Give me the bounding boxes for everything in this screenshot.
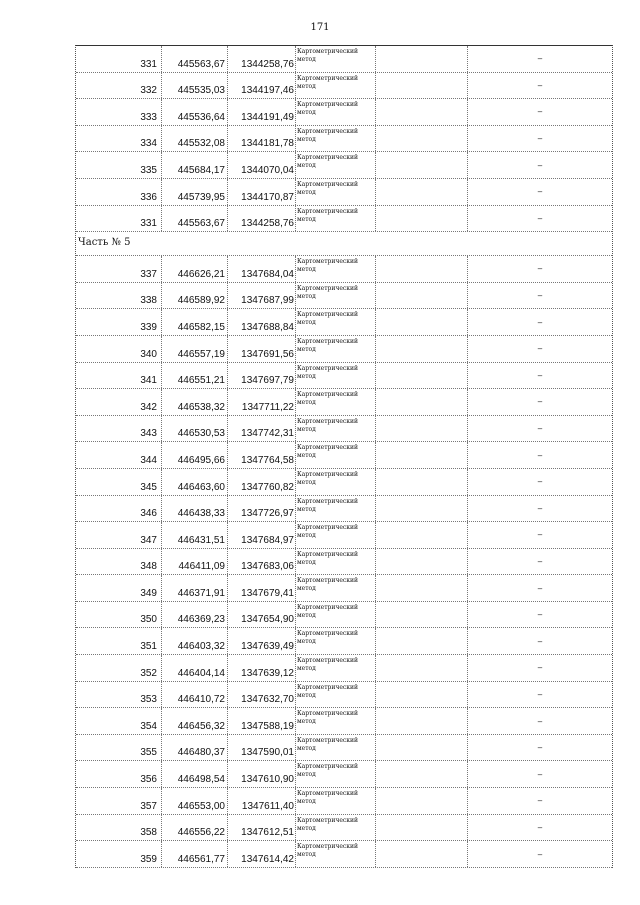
method: Картометрический метод bbox=[296, 46, 376, 72]
page-number: 171 bbox=[310, 22, 330, 33]
method: Картометрический метод bbox=[296, 655, 376, 681]
coordinate-y: 1347726,97 bbox=[228, 496, 296, 522]
empty-cell bbox=[376, 628, 468, 654]
table-row bbox=[76, 708, 612, 735]
method: Картометрический метод bbox=[296, 73, 376, 99]
empty-cell bbox=[376, 496, 468, 522]
table-row bbox=[76, 99, 612, 126]
coordinate-y: 1347639,12 bbox=[228, 655, 296, 681]
empty-cell bbox=[376, 815, 468, 841]
table-row bbox=[76, 256, 612, 283]
table-row bbox=[76, 309, 612, 336]
coordinate-y: 1347588,19 bbox=[228, 708, 296, 734]
coordinate-x: 446463,60 bbox=[162, 469, 228, 495]
dash-cell: – bbox=[537, 107, 543, 117]
point-number: 340 bbox=[76, 336, 162, 362]
table-row bbox=[76, 815, 612, 842]
method: Картометрический метод bbox=[296, 788, 376, 814]
empty-cell bbox=[376, 179, 468, 205]
method: Картометрический метод bbox=[296, 99, 376, 125]
method: Картометрический метод bbox=[296, 761, 376, 787]
table-row bbox=[76, 655, 612, 682]
coordinate-y: 1347612,51 bbox=[228, 815, 296, 841]
coordinate-y: 1344070,04 bbox=[228, 152, 296, 178]
method: Картометрический метод bbox=[296, 496, 376, 522]
dash-cell: – bbox=[537, 264, 543, 274]
coordinate-x: 446431,51 bbox=[162, 522, 228, 548]
coordinate-x: 446498,54 bbox=[162, 761, 228, 787]
table-row bbox=[76, 206, 612, 233]
coordinate-x: 446371,91 bbox=[162, 575, 228, 601]
method: Картометрический метод bbox=[296, 309, 376, 335]
coordinate-x: 445536,64 bbox=[162, 99, 228, 125]
coordinate-x: 446495,66 bbox=[162, 442, 228, 468]
coordinate-x: 446438,33 bbox=[162, 496, 228, 522]
dash-cell: – bbox=[537, 610, 543, 620]
dash-cell: – bbox=[537, 477, 543, 487]
coordinate-y: 1347684,04 bbox=[228, 256, 296, 282]
coordinate-y: 1347760,82 bbox=[228, 469, 296, 495]
dash-cell: – bbox=[537, 80, 543, 90]
table-row bbox=[76, 46, 612, 73]
coordinate-y: 1347684,97 bbox=[228, 522, 296, 548]
coordinate-y: 1347683,06 bbox=[228, 549, 296, 575]
empty-cell bbox=[376, 389, 468, 415]
point-number: 354 bbox=[76, 708, 162, 734]
empty-cell bbox=[376, 363, 468, 389]
dash-cell: – bbox=[537, 450, 543, 460]
empty-cell bbox=[376, 152, 468, 178]
coordinate-x: 446556,22 bbox=[162, 815, 228, 841]
coordinate-y: 1347688,84 bbox=[228, 309, 296, 335]
dash-cell: – bbox=[537, 344, 543, 354]
coordinate-x: 445563,67 bbox=[162, 46, 228, 72]
coordinate-y: 1347632,70 bbox=[228, 682, 296, 708]
coordinate-x: 446404,14 bbox=[162, 655, 228, 681]
point-number: 341 bbox=[76, 363, 162, 389]
method: Картометрический метод bbox=[296, 206, 376, 232]
method: Картометрический метод bbox=[296, 602, 376, 628]
coordinate-y: 1347764,58 bbox=[228, 442, 296, 468]
empty-cell bbox=[376, 575, 468, 601]
coordinate-y: 1347614,42 bbox=[228, 841, 296, 867]
table-row bbox=[76, 788, 612, 815]
point-number: 334 bbox=[76, 126, 162, 152]
empty-cell bbox=[376, 416, 468, 442]
empty-cell bbox=[376, 602, 468, 628]
coordinate-x: 445739,95 bbox=[162, 179, 228, 205]
coordinate-y: 1347610,90 bbox=[228, 761, 296, 787]
method: Картометрический метод bbox=[296, 682, 376, 708]
table-row bbox=[76, 522, 612, 549]
table-row bbox=[76, 442, 612, 469]
table-row bbox=[76, 73, 612, 100]
coordinate-x: 446561,77 bbox=[162, 841, 228, 867]
point-number: 345 bbox=[76, 469, 162, 495]
table-row bbox=[76, 575, 612, 602]
table-row bbox=[76, 735, 612, 762]
part-label: Часть № 5 bbox=[78, 237, 131, 249]
dash-cell: – bbox=[537, 822, 543, 832]
empty-cell bbox=[376, 309, 468, 335]
point-number: 338 bbox=[76, 283, 162, 309]
empty-cell bbox=[376, 655, 468, 681]
empty-cell bbox=[376, 126, 468, 152]
coordinate-y: 1347711,22 bbox=[228, 389, 296, 415]
empty-cell bbox=[376, 522, 468, 548]
dash-cell: – bbox=[537, 397, 543, 407]
coordinate-x: 446553,00 bbox=[162, 788, 228, 814]
dash-cell: – bbox=[537, 291, 543, 301]
point-number: 357 bbox=[76, 788, 162, 814]
point-number: 352 bbox=[76, 655, 162, 681]
coordinates-table bbox=[75, 45, 613, 868]
coordinate-x: 445532,08 bbox=[162, 126, 228, 152]
coordinate-x: 446403,32 bbox=[162, 628, 228, 654]
point-number: 331 bbox=[76, 46, 162, 72]
empty-cell bbox=[376, 708, 468, 734]
point-number: 331 bbox=[76, 206, 162, 232]
table-row bbox=[76, 549, 612, 576]
coordinate-x: 445535,03 bbox=[162, 73, 228, 99]
coordinate-x: 446538,32 bbox=[162, 389, 228, 415]
coordinate-y: 1344191,49 bbox=[228, 99, 296, 125]
point-number: 339 bbox=[76, 309, 162, 335]
empty-cell bbox=[376, 682, 468, 708]
point-number: 343 bbox=[76, 416, 162, 442]
table-row bbox=[76, 389, 612, 416]
dash-cell: – bbox=[537, 663, 543, 673]
table-row bbox=[76, 628, 612, 655]
method: Картометрический метод bbox=[296, 363, 376, 389]
dash-cell: – bbox=[537, 583, 543, 593]
dash-cell: – bbox=[537, 796, 543, 806]
dash-cell: – bbox=[537, 424, 543, 434]
coordinate-x: 446480,37 bbox=[162, 735, 228, 761]
empty-cell bbox=[376, 99, 468, 125]
point-number: 347 bbox=[76, 522, 162, 548]
point-number: 358 bbox=[76, 815, 162, 841]
coordinate-y: 1347679,41 bbox=[228, 575, 296, 601]
point-number: 359 bbox=[76, 841, 162, 867]
part-label-row bbox=[76, 232, 612, 256]
table-group-first bbox=[76, 46, 612, 232]
coordinate-y: 1344258,76 bbox=[228, 46, 296, 72]
coordinate-y: 1347639,49 bbox=[228, 628, 296, 654]
coordinate-x: 446369,23 bbox=[162, 602, 228, 628]
method: Картометрический метод bbox=[296, 283, 376, 309]
point-number: 337 bbox=[76, 256, 162, 282]
method: Картометрический метод bbox=[296, 256, 376, 282]
point-number: 350 bbox=[76, 602, 162, 628]
method: Картометрический метод bbox=[296, 152, 376, 178]
empty-cell bbox=[376, 549, 468, 575]
coordinate-x: 446410,72 bbox=[162, 682, 228, 708]
dash-cell: – bbox=[537, 556, 543, 566]
table-group-part-5 bbox=[76, 256, 612, 868]
dash-cell: – bbox=[537, 530, 543, 540]
coordinate-x: 445563,67 bbox=[162, 206, 228, 232]
point-number: 332 bbox=[76, 73, 162, 99]
table-row bbox=[76, 682, 612, 709]
dash-cell: – bbox=[537, 317, 543, 327]
dash-cell: – bbox=[537, 370, 543, 380]
coordinate-y: 1347590,01 bbox=[228, 735, 296, 761]
coordinate-y: 1347691,56 bbox=[228, 336, 296, 362]
empty-cell bbox=[376, 761, 468, 787]
empty-cell bbox=[376, 788, 468, 814]
method: Картометрический метод bbox=[296, 469, 376, 495]
table-row bbox=[76, 469, 612, 496]
table-row bbox=[76, 761, 612, 788]
method: Картометрический метод bbox=[296, 442, 376, 468]
dash-cell: – bbox=[537, 160, 543, 170]
point-number: 355 bbox=[76, 735, 162, 761]
coordinate-x: 446626,21 bbox=[162, 256, 228, 282]
dash-cell: – bbox=[537, 689, 543, 699]
point-number: 342 bbox=[76, 389, 162, 415]
dash-cell: – bbox=[537, 134, 543, 144]
coordinate-x: 446551,21 bbox=[162, 363, 228, 389]
empty-cell bbox=[376, 46, 468, 72]
dash-cell: – bbox=[537, 54, 543, 64]
method: Картометрический метод bbox=[296, 522, 376, 548]
dash-cell: – bbox=[537, 743, 543, 753]
method: Картометрический метод bbox=[296, 549, 376, 575]
table-row bbox=[76, 416, 612, 443]
table-row bbox=[76, 126, 612, 153]
point-number: 349 bbox=[76, 575, 162, 601]
coordinate-x: 445684,17 bbox=[162, 152, 228, 178]
coordinate-y: 1347742,31 bbox=[228, 416, 296, 442]
method: Картометрический метод bbox=[296, 628, 376, 654]
table-row bbox=[76, 602, 612, 629]
table-row bbox=[76, 841, 612, 868]
method: Картометрический метод bbox=[296, 575, 376, 601]
method: Картометрический метод bbox=[296, 416, 376, 442]
dash-cell: – bbox=[537, 716, 543, 726]
empty-cell bbox=[376, 841, 468, 867]
method: Картометрический метод bbox=[296, 735, 376, 761]
coordinate-x: 446557,19 bbox=[162, 336, 228, 362]
table-row bbox=[76, 336, 612, 363]
point-number: 336 bbox=[76, 179, 162, 205]
table-row bbox=[76, 363, 612, 390]
dash-cell: – bbox=[537, 503, 543, 513]
coordinate-y: 1347687,99 bbox=[228, 283, 296, 309]
point-number: 346 bbox=[76, 496, 162, 522]
method: Картометрический метод bbox=[296, 336, 376, 362]
method: Картометрический метод bbox=[296, 389, 376, 415]
point-number: 348 bbox=[76, 549, 162, 575]
point-number: 333 bbox=[76, 99, 162, 125]
dash-cell: – bbox=[537, 213, 543, 223]
coordinate-y: 1344181,78 bbox=[228, 126, 296, 152]
coordinate-x: 446411,09 bbox=[162, 549, 228, 575]
method: Картометрический метод bbox=[296, 708, 376, 734]
dash-cell: – bbox=[537, 636, 543, 646]
empty-cell bbox=[376, 206, 468, 232]
table-row bbox=[76, 152, 612, 179]
empty-cell bbox=[376, 336, 468, 362]
coordinate-y: 1347611,40 bbox=[228, 788, 296, 814]
dash-cell: – bbox=[537, 769, 543, 779]
table-row bbox=[76, 179, 612, 206]
coordinate-y: 1344197,46 bbox=[228, 73, 296, 99]
coordinate-y: 1347697,79 bbox=[228, 363, 296, 389]
empty-cell bbox=[376, 73, 468, 99]
point-number: 344 bbox=[76, 442, 162, 468]
coordinate-y: 1344258,76 bbox=[228, 206, 296, 232]
coordinate-x: 446582,15 bbox=[162, 309, 228, 335]
method: Картометрический метод bbox=[296, 815, 376, 841]
empty-cell bbox=[376, 442, 468, 468]
dash-cell: – bbox=[537, 187, 543, 197]
empty-cell bbox=[376, 283, 468, 309]
method: Картометрический метод bbox=[296, 841, 376, 867]
coordinate-x: 446456,32 bbox=[162, 708, 228, 734]
coordinate-y: 1347654,90 bbox=[228, 602, 296, 628]
coordinate-x: 446530,53 bbox=[162, 416, 228, 442]
method: Картометрический метод bbox=[296, 126, 376, 152]
coordinate-y: 1344170,87 bbox=[228, 179, 296, 205]
coordinate-x: 446589,92 bbox=[162, 283, 228, 309]
point-number: 353 bbox=[76, 682, 162, 708]
point-number: 351 bbox=[76, 628, 162, 654]
table-row bbox=[76, 496, 612, 523]
method: Картометрический метод bbox=[296, 179, 376, 205]
empty-cell bbox=[376, 469, 468, 495]
empty-cell bbox=[376, 735, 468, 761]
table-row bbox=[76, 283, 612, 310]
dash-cell: – bbox=[537, 849, 543, 859]
empty-cell bbox=[376, 256, 468, 282]
point-number: 356 bbox=[76, 761, 162, 787]
point-number: 335 bbox=[76, 152, 162, 178]
